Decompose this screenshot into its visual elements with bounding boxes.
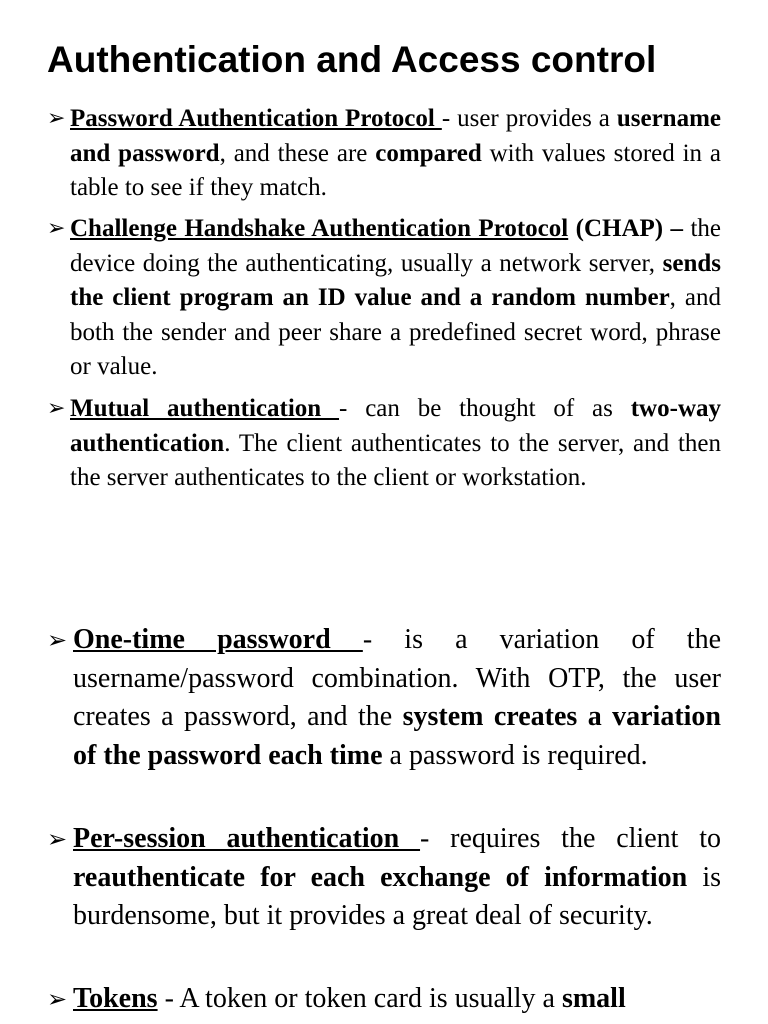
bold-text-run: sends the client program an ID value and a random number [70, 249, 721, 312]
bullet-text [70, 212, 721, 385]
text-run: - is a variation of the username/password combination. With OTP, the user creates a password, and the [73, 624, 721, 733]
bullet-item-tokens [47, 980, 721, 1019]
text-run: , and these are [219, 139, 376, 167]
bold-text-run: (CHAP) – [575, 215, 684, 242]
bullet-text [73, 980, 721, 1019]
text-run: - A token or token card is usually a [157, 983, 562, 1014]
bullet-item-chap [47, 212, 721, 385]
bullet-item-pap [47, 102, 721, 206]
arrow-bullet-icon: ➢ [47, 985, 68, 1013]
bold-text-run: system creates a variation of the password each time [73, 701, 721, 771]
bold-text-run: username and password [70, 105, 721, 167]
bullet-term: Challenge Handshake Authentication Protocol [70, 215, 569, 242]
bullet-item-mutual-authentication [47, 392, 721, 496]
bullet-term: Per-session authentication [73, 823, 421, 854]
arrow-bullet-icon: ➢ [47, 216, 66, 241]
arrow-bullet-icon: ➢ [47, 825, 68, 853]
text-run: with values stored in a table to see if they match. [70, 139, 721, 202]
bold-text-run: reauthenticate for each exchange of information [73, 861, 688, 893]
arrow-bullet-icon: ➢ [47, 396, 66, 421]
bullet-text [73, 621, 721, 775]
bullet-text [70, 102, 721, 206]
text-run [568, 215, 575, 242]
slide-title: Authentication and Access control [47, 39, 657, 80]
arrow-bullet-icon: ➢ [47, 106, 66, 131]
text-run: - requires the client to [420, 823, 721, 854]
text-run: the device doing the authenticating, usually a network server, [70, 215, 722, 277]
bullet-text [70, 392, 721, 496]
bullet-term: Password Authentication Protocol [70, 105, 442, 132]
text-run: , and both the sender and peer share a predefined secret word, phrase or value. [70, 284, 721, 381]
text-run: - can be thought of as [339, 395, 631, 422]
bullet-item-one-time-password [47, 621, 721, 775]
text-run: . The client authenticates to the server, and then the server authenticates to the client or workstation. [70, 429, 721, 492]
bold-text-run: small [561, 983, 626, 1014]
text-run: a password is required. [382, 739, 648, 771]
bullet-term: Mutual authentication [70, 395, 340, 422]
bold-text-run: compared [375, 139, 482, 167]
bold-text-run: two-way authentication [70, 395, 721, 457]
text-run: - user provides a [441, 105, 617, 132]
bullet-item-per-session-authentication [47, 820, 721, 936]
bullet-term: Tokens [73, 983, 158, 1014]
arrow-bullet-icon: ➢ [47, 626, 68, 654]
bullet-term: One-time password [73, 624, 363, 655]
text-run: is burdensome, but it provides a great deal of security. [73, 861, 721, 932]
bullet-text [73, 820, 721, 936]
